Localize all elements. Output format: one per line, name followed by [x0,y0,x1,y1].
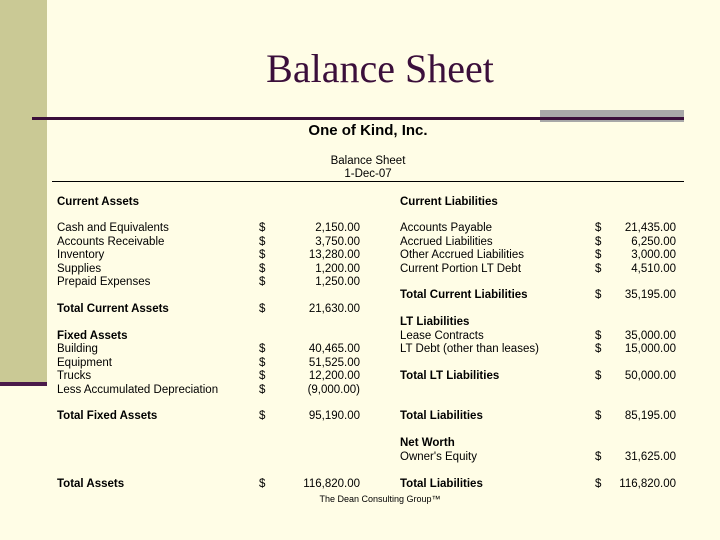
left-row-amount: 51,525.00 [308,357,360,369]
left-row-currency: $ [259,249,266,261]
right-row-currency: $ [595,370,602,382]
left-row-label: Equipment [57,357,112,369]
right-row-label: LT Liabilities [400,316,470,328]
left-row-currency: $ [259,276,266,288]
left-row-label: Less Accumulated Depreciation [57,384,219,396]
right-row-currency: $ [595,330,602,342]
left-row-amount: 40,465.00 [308,343,360,355]
company-name: One of Kind, Inc. [308,122,428,139]
right-row-label: Total Liabilities [400,478,483,490]
right-row-amount: 116,820.00 [619,478,676,490]
left-row-amount: 21,630.00 [308,303,360,315]
right-row-amount: 35,000.00 [624,330,676,342]
right-row-label: Net Worth [400,437,455,449]
right-row-currency: $ [595,236,602,248]
left-row-label: Total Assets [57,478,125,490]
left-row-label: Total Current Assets [57,303,169,315]
right-row-currency: $ [595,451,602,463]
right-row-amount: 3,000.00 [631,249,676,261]
left-row-currency: $ [259,370,266,382]
left-row-amount: 2,150.00 [315,222,360,234]
title-rule-accent-line [540,117,684,120]
right-row-amount: 35,195.00 [624,289,676,301]
right-row-label: Accrued Liabilities [400,236,493,248]
left-row-currency: $ [259,222,266,234]
balance-sheet-document [52,122,684,498]
left-row-label: Accounts Receivable [57,236,165,248]
right-row-currency: $ [595,410,602,422]
document-header-rule [52,181,684,182]
left-row-currency: $ [259,263,266,275]
side-decoration-line [0,382,47,386]
right-row-currency: $ [595,343,602,355]
left-row-currency: $ [259,343,266,355]
right-row-amount: 15,000.00 [624,343,676,355]
right-row-label: Current Portion LT Debt [400,263,522,275]
right-row-label: Total Current Liabilities [400,289,528,301]
document-date: 1-Dec-07 [344,168,392,180]
right-row-currency: $ [595,478,602,490]
left-row-currency: $ [259,410,266,422]
left-row-label: Prepaid Expenses [57,276,151,288]
left-row-label: Inventory [57,249,105,261]
right-row-label: Owner's Equity [400,451,477,463]
left-row-label: Trucks [57,370,92,382]
right-row-amount: 21,435.00 [624,222,676,234]
right-row-amount: 6,250.00 [631,236,676,248]
left-row-amount: 3,750.00 [315,236,360,248]
right-row-amount: 31,625.00 [624,451,676,463]
right-row-currency: $ [595,222,602,234]
right-row-currency: $ [595,289,602,301]
left-row-currency: $ [259,357,266,369]
left-row-amount: 1,250.00 [315,276,360,288]
left-row-amount: 116,820.00 [303,478,360,490]
left-row-amount: 95,190.00 [308,410,360,422]
right-row-currency: $ [595,263,602,275]
left-row-amount: 1,200.00 [315,263,360,275]
right-row-amount: 50,000.00 [624,370,676,382]
left-row-currency: $ [259,236,266,248]
left-row-currency: $ [259,384,266,396]
right-row-label: Total LT Liabilities [400,370,500,382]
right-row-currency: $ [595,249,602,261]
left-row-amount: 13,280.00 [308,249,360,261]
right-row-amount: 85,195.00 [624,410,676,422]
left-row-label: Building [57,343,98,355]
left-row-label: Supplies [57,263,102,275]
left-row-currency: $ [259,478,266,490]
right-row-label: Accounts Payable [400,222,493,234]
left-row-label: Cash and Equivalents [57,222,169,234]
left-row-amount: (9,000.00) [307,384,360,396]
left-row-label: Total Fixed Assets [57,410,158,422]
left-row-label: Current Assets [57,196,140,208]
right-row-label: Total Liabilities [400,410,483,422]
left-row-currency: $ [259,303,266,315]
left-row-amount: 12,200.00 [308,370,360,382]
document-subtitle: Balance Sheet [330,155,406,167]
right-row-label: Lease Contracts [400,330,484,342]
right-row-label: Current Liabilities [400,196,498,208]
left-row-label: Fixed Assets [57,330,128,342]
right-row-label: LT Debt (other than leases) [400,343,539,355]
right-row-label: Other Accrued Liabilities [400,249,525,261]
right-row-amount: 4,510.00 [631,263,676,275]
slide-title: Balance Sheet [266,46,494,91]
slide-footer: The Dean Consulting Group™ [319,494,441,504]
